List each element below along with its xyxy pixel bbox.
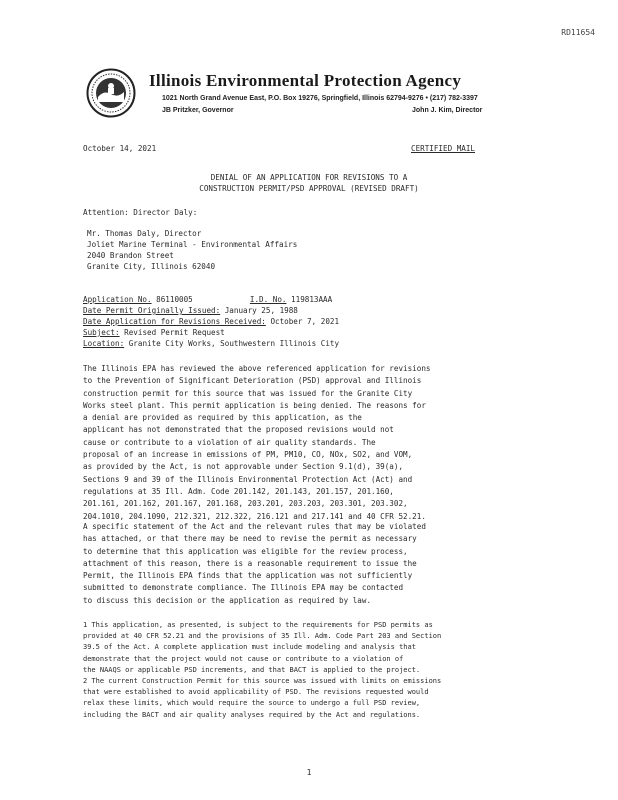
paragraph-line: regulations at 35 Ill. Adm. Code 201.142, 201.143, 201.157, 201.160,: [83, 486, 394, 496]
application-number-line: [83, 294, 339, 305]
footnote-line: provided at 40 CFR 52.21 and the provisions of 35 Ill. Adm. Code Part 203 and Section: [83, 632, 442, 641]
ref-label: Application No.: [83, 295, 152, 304]
ref-label: Date Application for Revisions Received:: [83, 317, 266, 326]
paragraph-line: attachment of this reason, there is a reasonable requirement to issue the: [83, 558, 417, 568]
ref-value: Revised Permit Request: [124, 328, 225, 337]
addressee-line: 2040 Brandon Street: [87, 251, 174, 260]
paragraph-line: to the Prevention of Significant Deterioration (PSD) approval and Illinois: [83, 376, 422, 386]
paragraph-line: construction permit for this source that was issued for the Granite City: [83, 388, 413, 398]
page-number: 1: [306, 768, 312, 777]
title-line: CONSTRUCTION PERMIT/PSD APPROVAL (REVISED DRAFT): [199, 184, 419, 193]
footnote-line: that were established to avoid applicability of PSD. The revisions requested would: [83, 688, 429, 697]
footnotes: [83, 620, 441, 721]
certified-mail-label: CERTIFIED MAIL: [411, 144, 476, 153]
addressee-line: Mr. Thomas Daly, Director: [87, 229, 202, 238]
ref-label: Subject:: [83, 328, 120, 337]
addressee-line: Granite City, Illinois 62040: [87, 262, 216, 271]
ref-label: I.D. No.: [249, 295, 287, 304]
footnote-line: including the BACT and air quality analyses required by the Act and regulations.: [83, 710, 421, 719]
subject-line: [83, 327, 339, 338]
paragraph-line: The Illinois EPA has reviewed the above referenced application for revisions: [83, 364, 431, 373]
ref-value: October 7, 2021: [270, 317, 340, 326]
agency-seal-icon: [86, 68, 136, 118]
paragraph-line: as provided by the Act, is not approvable under Section 9.1(d), 39(a),: [83, 462, 404, 472]
agency-name: Illinois Environmental Protection Agency: [149, 71, 462, 90]
ref-value: 86110005: [156, 295, 193, 304]
footnote-line: 1 This application, as presented, is subject to the requirements for PSD permits as: [83, 621, 433, 629]
paragraph-line: a denial are provided as required by this application, as the: [83, 413, 362, 423]
body-paragraph-2: [83, 521, 426, 607]
ref-label: Location:: [83, 339, 125, 348]
footnote-line: 39.5 of the Act. A complete application must include modeling and analysis that: [83, 643, 416, 652]
paragraph-line: cause or contribute to a violation of air quality standards. The: [83, 437, 376, 447]
director-name: John J. Kim, Director: [412, 107, 483, 114]
body-paragraph-1: [83, 363, 430, 523]
paragraph-line: applicant has not demonstrated that the proposed revisions would not: [83, 425, 394, 435]
date-received-line: [83, 316, 339, 327]
ref-value: 119813AAA: [291, 295, 333, 304]
document-id: RD11654: [561, 28, 595, 37]
letter-title: [0, 172, 618, 194]
footnote-line: 2 The current Construction Permit for this source was issued with limits on emissions: [83, 677, 442, 686]
footnote-line: demonstrate that the project would not cause or contribute to a violation of: [83, 654, 404, 663]
paragraph-line: has attached, or that there may be need to revise the permit as necessary: [83, 534, 417, 544]
location-line: [83, 338, 339, 349]
footnote-line: relax these limits, which would require the source to undergo a full PSD review,: [83, 699, 421, 708]
ref-value: Granite City Works, Southwestern Illinois City: [128, 339, 340, 348]
paragraph-line: Permit, the Illinois EPA finds that the application was not sufficiently: [83, 571, 413, 581]
ref-value: January 25, 1988: [224, 306, 298, 315]
paragraph-line: to discuss this decision or the application as required by law.: [83, 595, 372, 605]
footnote-line: the NAAQS or applicable PSD increments, and that BACT is applied to the project.: [83, 665, 421, 674]
paragraph-line: 204.1010, 204.1090, 212.321, 212.322, 216.121 and 217.141 and 40 CFR 52.21.: [83, 511, 426, 521]
governor-name: JB Pritzker, Governor: [162, 107, 234, 114]
paragraph-line: to determine that this application was eligible for the review process,: [83, 546, 408, 556]
agency-address: 1021 North Grand Avenue East, P.O. Box 19276, Springfield, Illinois 62794-9276 • (217) 782-3397: [162, 95, 478, 102]
reference-block: [83, 294, 339, 349]
salutation: Attention: Director Daly:: [83, 208, 198, 217]
paragraph-line: proposal of an increase in emissions of PM, PM10, CO, NOx, SO2, and VOM,: [83, 450, 413, 460]
title-line: DENIAL OF AN APPLICATION FOR REVISIONS TO A: [210, 173, 408, 182]
ref-label: Date Permit Originally Issued:: [83, 306, 221, 315]
paragraph-line: A specific statement of the Act and the relevant rules that may be violated: [83, 522, 426, 531]
paragraph-line: Sections 9 and 39 of the Illinois Environmental Protection Act (Act) and: [83, 474, 413, 484]
paragraph-line: submitted to demonstrate compliance. The Illinois EPA may be contacted: [83, 583, 404, 593]
addressee-line: Joliet Marine Terminal - Environmental Affairs: [87, 240, 298, 249]
paragraph-line: 201.161, 201.162, 201.167, 201.168, 203.201, 203.203, 203.301, 203.302,: [83, 499, 408, 509]
paragraph-line: Works steel plant. This permit application is being denied. The reasons for: [83, 400, 426, 410]
addressee-block: [87, 228, 297, 272]
date-issued-line: [83, 305, 339, 316]
letter-date: October 14, 2021: [83, 144, 157, 153]
